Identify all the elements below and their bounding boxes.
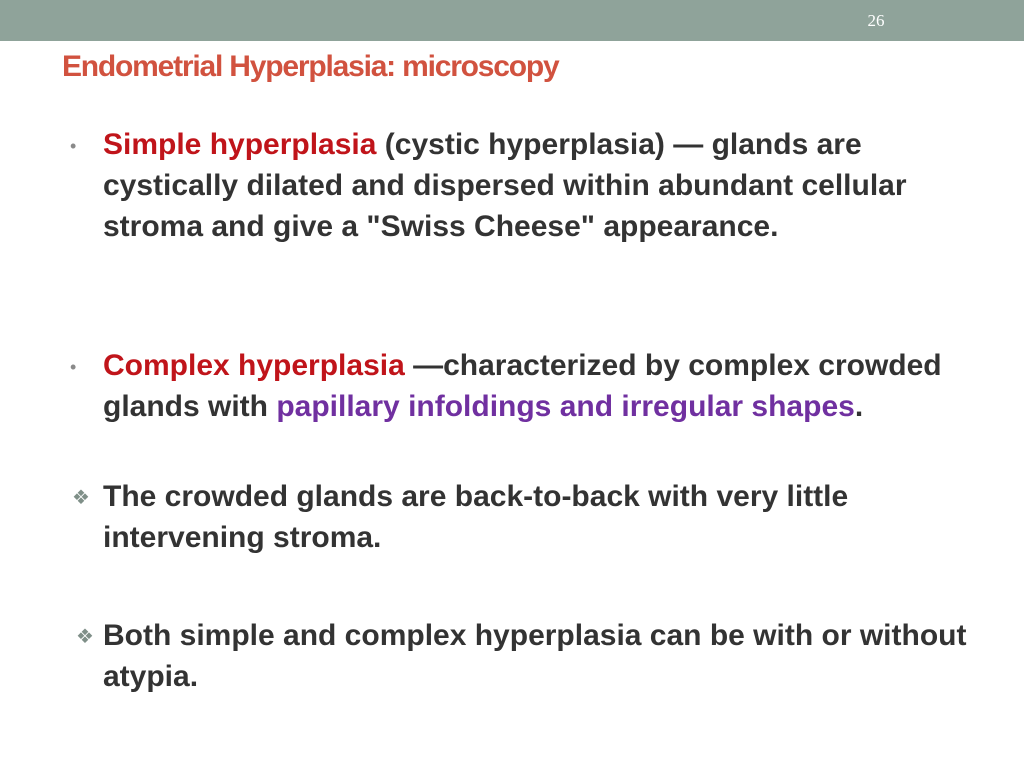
bullet-text: —characterized by complex crowded glands with	[103, 349, 942, 423]
bullet-text: The crowded glands are back-to-back with very little intervening stroma.	[103, 480, 849, 554]
bullet-marker: •	[70, 136, 77, 156]
bullet-simple-hyperplasia	[103, 124, 993, 247]
bullet-suffix: .	[854, 390, 864, 423]
diamond-bullet-icon: ❖	[72, 487, 90, 509]
diamond-bullet-icon: ❖	[76, 626, 94, 648]
term-simple-hyperplasia: Simple hyperplasia	[103, 128, 377, 161]
highlight-papillary-infoldings: papillary infoldings and irregular shapes	[276, 390, 855, 423]
bullet-marker: •	[70, 357, 77, 377]
bullet-text: (cystic hyperplasia) — glands are cystically dilated and dispersed within abundant cellular stroma and give a "Swiss Cheese" appearance.	[103, 128, 907, 243]
term-complex-hyperplasia: Complex hyperplasia	[103, 349, 405, 382]
bullet-crowded-glands	[103, 476, 993, 558]
bullet-complex-hyperplasia	[103, 345, 993, 427]
slide-title: Endometrial Hyperplasia: microscopy	[62, 50, 559, 83]
slide-number: 26	[867, 11, 885, 30]
bullet-atypia	[103, 615, 993, 697]
bullet-text: Both simple and complex hyperplasia can be with or without atypia.	[103, 619, 967, 693]
